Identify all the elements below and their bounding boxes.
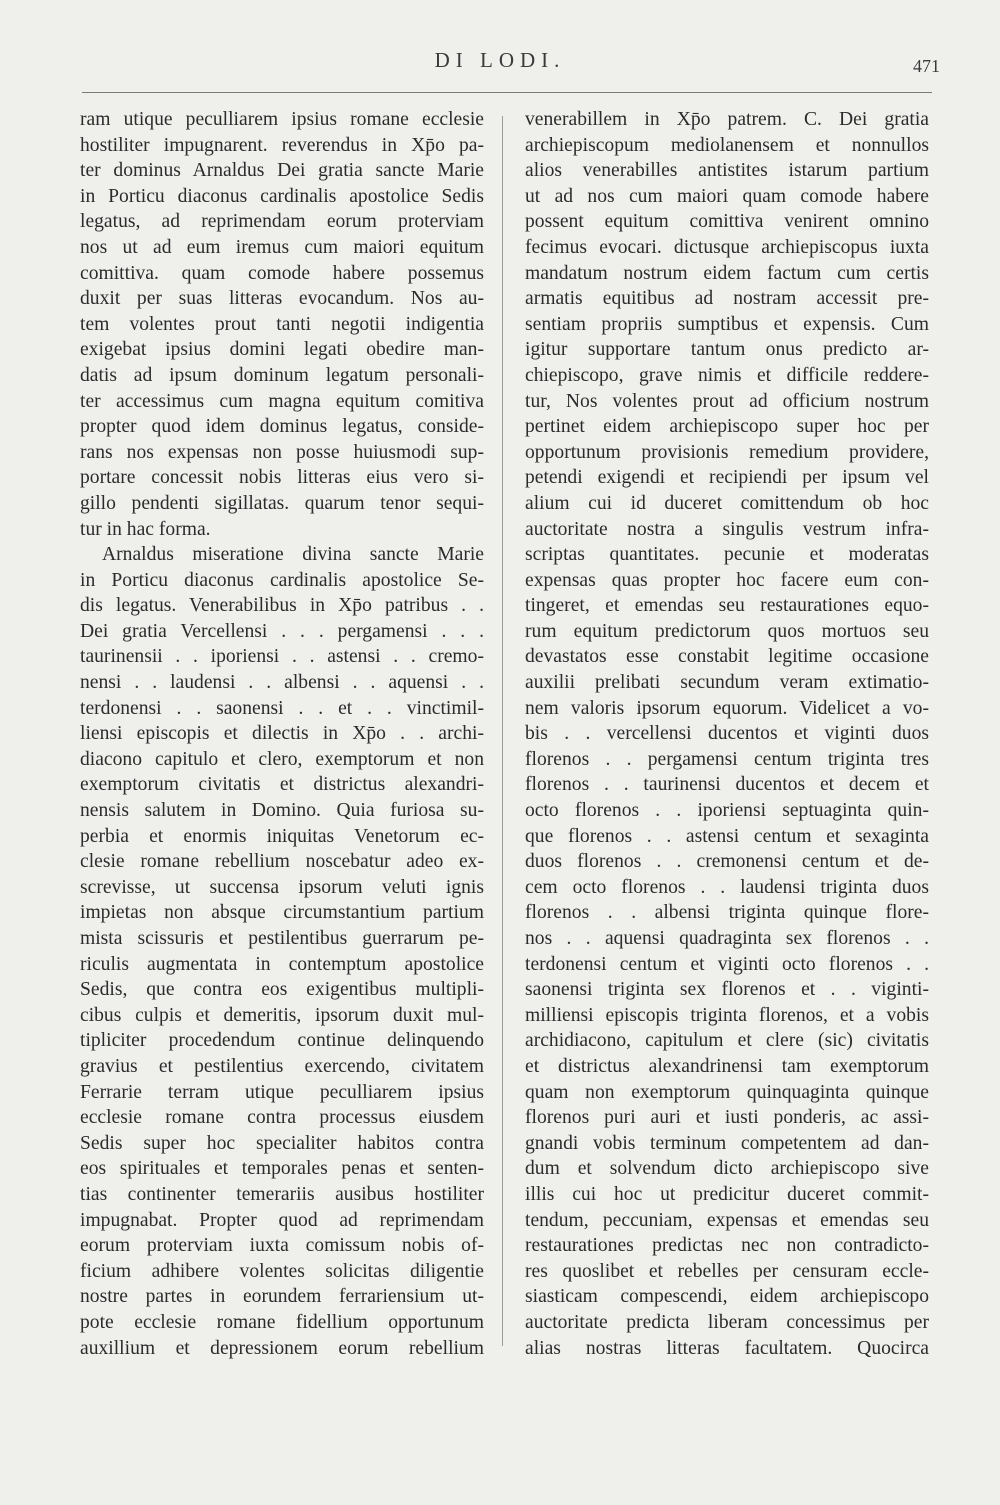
text-line: nensis salutem in Domino. Quia furiosa su-: [80, 800, 484, 822]
text-line: ficium adhibere volentes solicitas diligentie: [80, 1260, 484, 1282]
text-line: propter quod idem dominus legatus, conside-: [80, 416, 484, 438]
text-line: fecimus evocari. dictusque archiepiscopus iuxta: [525, 236, 929, 258]
text-line: venerabillem in Xp̄o patrem. C. Dei gratia: [525, 109, 929, 130]
text-line: tur, Nos volentes prout ad officium nostrum: [525, 390, 929, 412]
text-line: dum et solvendum dicto archiepiscopo sive: [525, 1158, 929, 1180]
text-line: cibus culpis et demeritis, ipsorum duxit mul-: [80, 1004, 484, 1026]
text-line: scriptas quantitates. pecunie et moderatas: [525, 544, 929, 566]
text-line: legatus, ad reprimendam eorum proterviam: [80, 211, 484, 233]
text-line: pertinet eidem archiepiscopo super hoc per: [525, 416, 929, 438]
text-line: mandatum nostrum eidem factum cum certis: [525, 262, 929, 284]
text-line: auctoritate predicta liberam concessimus per: [525, 1311, 929, 1333]
text-line: gillo pendenti sigillatas. quarum tenor sequi-: [80, 492, 484, 514]
text-line: chiepiscopo, grave nimis et difficile reddere-: [525, 364, 929, 386]
text-line: nem valoris ipsorum equorum. Videlicet a vo-: [525, 697, 929, 719]
text-line: siasticam compescendi, eidem archiepiscopo: [525, 1286, 929, 1308]
text-line: auctoritate nostra a singulis vestrum infra-: [525, 518, 929, 540]
text-line: devastatos esse constabit legitime occasione: [525, 646, 929, 668]
text-line: gravius et pestilentius exercendo, civitatem: [80, 1055, 484, 1077]
text-line: dis legatus. Venerabilibus in Xp̄o patribus . .: [80, 595, 484, 617]
text-line: eorum proterviam iuxta comissum nobis of-: [80, 1235, 484, 1257]
text-line: pote ecclesie romane fidellium opportunum: [80, 1311, 484, 1333]
text-line: tingeret, et emendas seu restaurationes equo-: [525, 595, 929, 617]
text-line: opportunum provisionis remedium providere,: [525, 441, 929, 463]
text-line: florenos . . taurinensi ducentos et decem et: [525, 774, 929, 796]
text-line: datis ad ipsum dominum legatum personali-: [80, 364, 484, 386]
text-line: ter dominus Arnaldus Dei gratia sancte Marie: [80, 160, 484, 182]
text-line: gnandi vobis terminum competentem ad dan-: [525, 1132, 929, 1154]
text-line: florenos . . pergamensi centum triginta tres: [525, 748, 929, 770]
text-line: riculis augmentata in contemptum apostolice: [80, 953, 484, 975]
text-line: rum equitum predictorum quos mortuos seu: [525, 620, 929, 642]
text-line: alias nostras litteras facultatem. Quocirca: [525, 1337, 929, 1359]
text-line: Ferrarie terram utique peculliarem ipsius: [80, 1081, 484, 1103]
text-line: duxit per suas litteras evocandum. Nos au-: [80, 288, 484, 310]
text-line: impugnabat. Propter quod ad reprimendam: [80, 1209, 484, 1231]
text-line: armatis equitibus ad nostram accessit pre-: [525, 288, 929, 310]
text-line: screvisse, ut succensa ipsorum veluti ignis: [80, 876, 484, 898]
text-line: nensi . . laudensi . . albensi . . aquensi . .: [80, 672, 484, 694]
text-line: rans nos expensas non posse huiusmodi sup-: [80, 441, 484, 463]
text-line: tur in hac forma.: [80, 518, 211, 540]
text-line: nos . . aquensi quadraginta sex florenos . .: [525, 928, 929, 949]
text-line: expensas quas propter hoc facere eum con-: [525, 569, 929, 591]
text-line: in Porticu diaconus cardinalis apostolice Sedis: [80, 185, 484, 207]
text-line: alium cui id duceret comittendum ob hoc: [525, 492, 929, 514]
text-line: Dei gratia Vercellensi . . . pergamensi . . .: [80, 620, 484, 642]
text-line: tipliciter procedendum continue delinquendo: [80, 1030, 484, 1052]
text-line: perbia et enormis iniquitas Venetorum ec-: [80, 825, 484, 847]
text-line: alios venerabilles antistites istarum partium: [525, 160, 929, 182]
text-line: et districtus alexandrinensi tam exemptorum: [525, 1055, 929, 1077]
text-line: auxillium et depressionem eorum rebellium: [80, 1337, 484, 1359]
text-line: nostre partes in eorundem ferrariensium ut-: [80, 1286, 484, 1308]
text-line: exemptorum civitatis et districtus alexandri-: [80, 774, 484, 796]
text-line: mista scissuris et pestilentibus guerrarum pe-: [80, 928, 484, 949]
text-line: nos ut ad eum iremus cum maiori equitum: [80, 236, 484, 258]
text-line: impietas non absque circumstantium partium: [80, 902, 484, 924]
column-divider: [502, 116, 503, 1346]
left-text-column: [80, 107, 484, 1361]
text-line: petendi exigendi et recipiendi per ipsum vel: [525, 467, 929, 489]
text-line: florenos puri auri et iusti ponderis, ac assi-: [525, 1107, 929, 1129]
text-line: terdonensi centum et viginti octo florenos . .: [525, 953, 929, 975]
text-line: taurinensii . . iporiensi . . astensi . . cremo-: [80, 646, 484, 668]
text-line: saonensi triginta sex florenos et . . viginti-: [525, 979, 929, 1001]
text-line: hostiliter impugnarent. reverendus in Xp̄o pa-: [80, 134, 484, 156]
text-line: milliensi episcopis triginta florenos, et a vobis: [525, 1004, 929, 1026]
text-line: ram utique peculliarem ipsius romane ecclesie: [80, 109, 484, 130]
text-line: ut ad nos cum maiori quam comode habere: [525, 185, 929, 207]
text-line: octo florenos . . iporiensi septuaginta quin-: [525, 800, 929, 822]
running-header-title: DI LODI.: [434, 48, 566, 72]
text-line: duos florenos . . cremonensi centum et de-: [525, 851, 929, 873]
text-line: in Porticu diaconus cardinalis apostolice Se-: [80, 569, 484, 591]
text-line: igitur supportare tantum onus predicto ar-: [525, 339, 929, 361]
text-line: archiepiscopum mediolanensem et nonnullos: [525, 134, 929, 156]
text-line: exigebat ipsius domini legati obedire man-: [80, 339, 484, 361]
text-line: cem octo florenos . . laudensi triginta duos: [525, 876, 929, 898]
text-line: que florenos . . astensi centum et sexaginta: [525, 825, 929, 847]
text-line: clesie romane rebellium noscebatur adeo ex-: [80, 851, 484, 873]
text-line: Sedis, que contra eos exigentibus multipli-: [80, 979, 484, 1001]
text-line: ecclesie romane contra processus eiusdem: [80, 1107, 484, 1129]
text-line: sentiam propriis sumptibus et expensis. Cum: [525, 313, 929, 335]
text-line: tias continenter temerariis ausibus hostiliter: [80, 1183, 484, 1205]
text-line: terdonensi . . saonensi . . et . . vinctimil-: [80, 697, 484, 719]
header-rule: [82, 92, 932, 93]
page-number: 471: [913, 56, 940, 76]
text-line: portare concessit nobis litteras eius vero si-: [80, 467, 484, 489]
text-line: tem volentes prout tanti negotii indigentia: [80, 313, 484, 335]
text-line: res quoslibet et rebelles per censuram eccle-: [525, 1260, 929, 1282]
text-line: liensi episcopis et dilectis in Xp̄o . . archi-: [80, 723, 484, 745]
text-line: bis . . vercellensi ducentos et viginti duos: [525, 723, 929, 745]
text-line: ter accessimus cum magna equitum comitiva: [80, 390, 484, 412]
text-line: auxilii prelibati secundum veram extimatio-: [525, 672, 929, 694]
text-line: diacono capitulo et clero, exemptorum et non: [80, 748, 484, 770]
text-line: florenos . . albensi triginta quinque flore-: [525, 902, 929, 924]
text-line: eos spirituales et temporales penas et senten-: [80, 1158, 484, 1180]
text-line: possent equitum comittiva venirent omnino: [525, 211, 929, 233]
text-line: quam non exemptorum quinquaginta quinque: [525, 1081, 929, 1103]
text-line: comittiva. quam comode habere possemus: [80, 262, 484, 284]
text-line: Sedis super hoc specialiter habitos contra: [80, 1132, 484, 1154]
text-line: Arnaldus miseratione divina sancte Marie: [102, 544, 484, 566]
text-line: illis cui hoc ut predicitur duceret commit-: [525, 1183, 929, 1205]
text-line: tendum, peccuniam, expensas et emendas seu: [525, 1209, 929, 1231]
right-text-column: [525, 107, 929, 1361]
text-line: restaurationes predictas nec non contradicto-: [525, 1235, 929, 1257]
text-line: archidiacono, capitulum et clere (sic) civitatis: [525, 1030, 929, 1052]
